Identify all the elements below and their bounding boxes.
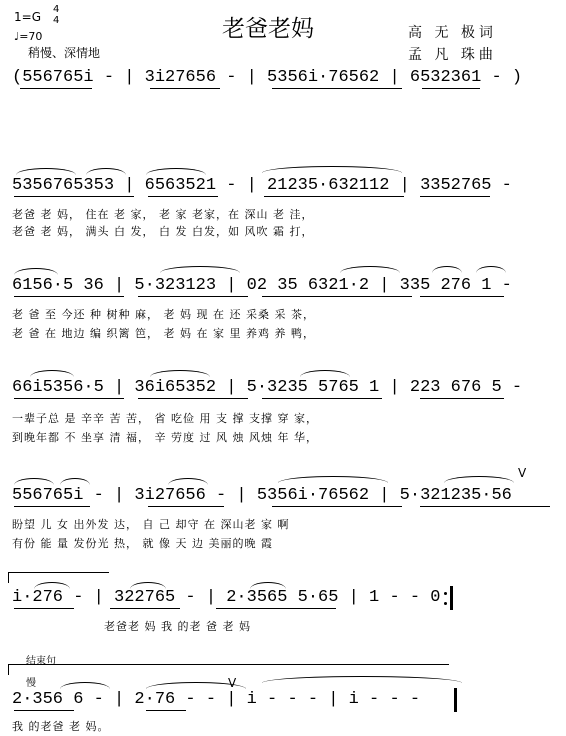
beam [262, 296, 412, 297]
lyrics-row-3-verse-2: 老 爸 在 地边 编 织篱 笆， 老 妈 在 家 里 养鸡 养 鸭， [12, 327, 315, 340]
slur [150, 370, 210, 377]
beam [14, 710, 74, 711]
lyricist-credit: 高 无 极词 [408, 25, 497, 41]
ending-bracket [8, 664, 449, 675]
beam [14, 608, 74, 609]
beam [14, 196, 134, 197]
beam [420, 196, 490, 197]
lyrics-row-4-verse-1: 一辈子总 是 辛辛 苦 苦， 省 吃俭 用 支 撑 支撑 穿 家， [12, 412, 318, 425]
tempo-marking: ♩=70 [14, 30, 43, 43]
slur [340, 266, 400, 273]
slur [160, 266, 240, 273]
volta-bracket [8, 572, 109, 583]
slur [146, 168, 206, 175]
time-signature-bottom: 4 [53, 15, 60, 26]
slur [432, 266, 462, 273]
slur [60, 682, 110, 689]
lyrics-row-2-verse-1: 老爸 老 妈， 住在 老 家， 老 家 老家，在 深山 老 洼， [12, 208, 314, 221]
expression-marking: 稍慢、深情地 [28, 46, 101, 60]
beam [148, 196, 218, 197]
beam [264, 196, 404, 197]
slur [278, 476, 388, 483]
time-signature-top: 4 [53, 4, 60, 15]
composer-credit: 孟 凡 珠曲 [408, 47, 497, 63]
score-row-6-notes: i·276 - | 322765 - | 2·3565 5·65 | 1 - - 0 [12, 588, 441, 607]
repeat-end-barline [450, 586, 453, 610]
slur [444, 476, 514, 483]
slur [476, 266, 506, 273]
beam [148, 506, 224, 507]
slur [300, 370, 350, 377]
slur [14, 268, 58, 275]
lyrics-row-5-verse-2: 有份 能 量 发份光 热， 就 像 天 边 美丽的晚 霞 [12, 537, 273, 550]
slur [60, 478, 90, 485]
beam [150, 88, 220, 89]
lyrics-row-5-verse-1: 盼望 儿 女 出外发 达， 自 己 却守 在 深山老 家 啊 [12, 518, 290, 531]
ending-label: 结束句 [26, 656, 56, 667]
score-row-7-notes: 2·356 6 - | 2·76 - - | i - - - | i - - - [12, 690, 421, 709]
lyrics-row-2-verse-2: 老爸 老 妈， 满头 白 发， 白 发 白发，如 风吹 霜 打， [12, 225, 314, 238]
breath-mark: V [518, 466, 527, 480]
repeat-dot [444, 602, 447, 605]
lyrics-row-7: 我 的老爸 老 妈。 [12, 720, 110, 733]
repeat-dot [444, 592, 447, 595]
beam [422, 88, 480, 89]
beam [420, 398, 504, 399]
slur [262, 166, 402, 173]
score-row-2-notes: 5356765353 | 6563521 - | 21235·632112 | 3352765 - [12, 176, 512, 195]
beam [138, 398, 248, 399]
beam [14, 296, 124, 297]
beam [420, 296, 504, 297]
slur [86, 168, 126, 175]
beam [272, 88, 402, 89]
score-row-5-notes: 556765i - | 3i27656 - | 5356i·76562 | 5·321235·56 [12, 486, 512, 505]
tie [262, 676, 462, 683]
beam [138, 296, 248, 297]
lyrics-row-3-verse-1: 老 爸 至 今还 种 树种 麻， 老 妈 现 在 还 采桑 采 茶， [12, 308, 315, 321]
final-barline [454, 688, 457, 712]
lyrics-row-6: 老爸老 妈 我 的老 爸 老 妈 [104, 620, 251, 633]
beam [14, 506, 90, 507]
score-row-4-notes: 66i5356·5 | 36i65352 | 5·3235 5765 1 | 223 676 5 - [12, 378, 523, 397]
song-title: 老爸老妈 [222, 16, 314, 42]
slur [168, 478, 208, 485]
breath-mark: V [228, 676, 237, 690]
beam [110, 608, 180, 609]
beam [216, 608, 336, 609]
beam [272, 506, 402, 507]
beam [262, 398, 382, 399]
beam [14, 398, 124, 399]
key-signature: 1=G [14, 10, 41, 24]
lyrics-row-4-verse-2: 到晚年都 不 坐享 清 福， 辛 劳度 过 风 烛 风烛 年 华， [12, 431, 318, 444]
beam [146, 710, 186, 711]
slur [16, 168, 76, 175]
score-row-1-notes: (556765i - | 3i27656 - | 5356i·76562 | 6532361 - ) [12, 68, 523, 87]
slur [30, 370, 74, 377]
slur [14, 478, 54, 485]
slow-marking: 慢 [26, 678, 36, 689]
score-row-3-notes: 6156·5 36 | 5·323123 | 02 35 6321·2 | 335 276 1 - [12, 276, 512, 295]
beam [420, 506, 550, 507]
beam [20, 88, 92, 89]
